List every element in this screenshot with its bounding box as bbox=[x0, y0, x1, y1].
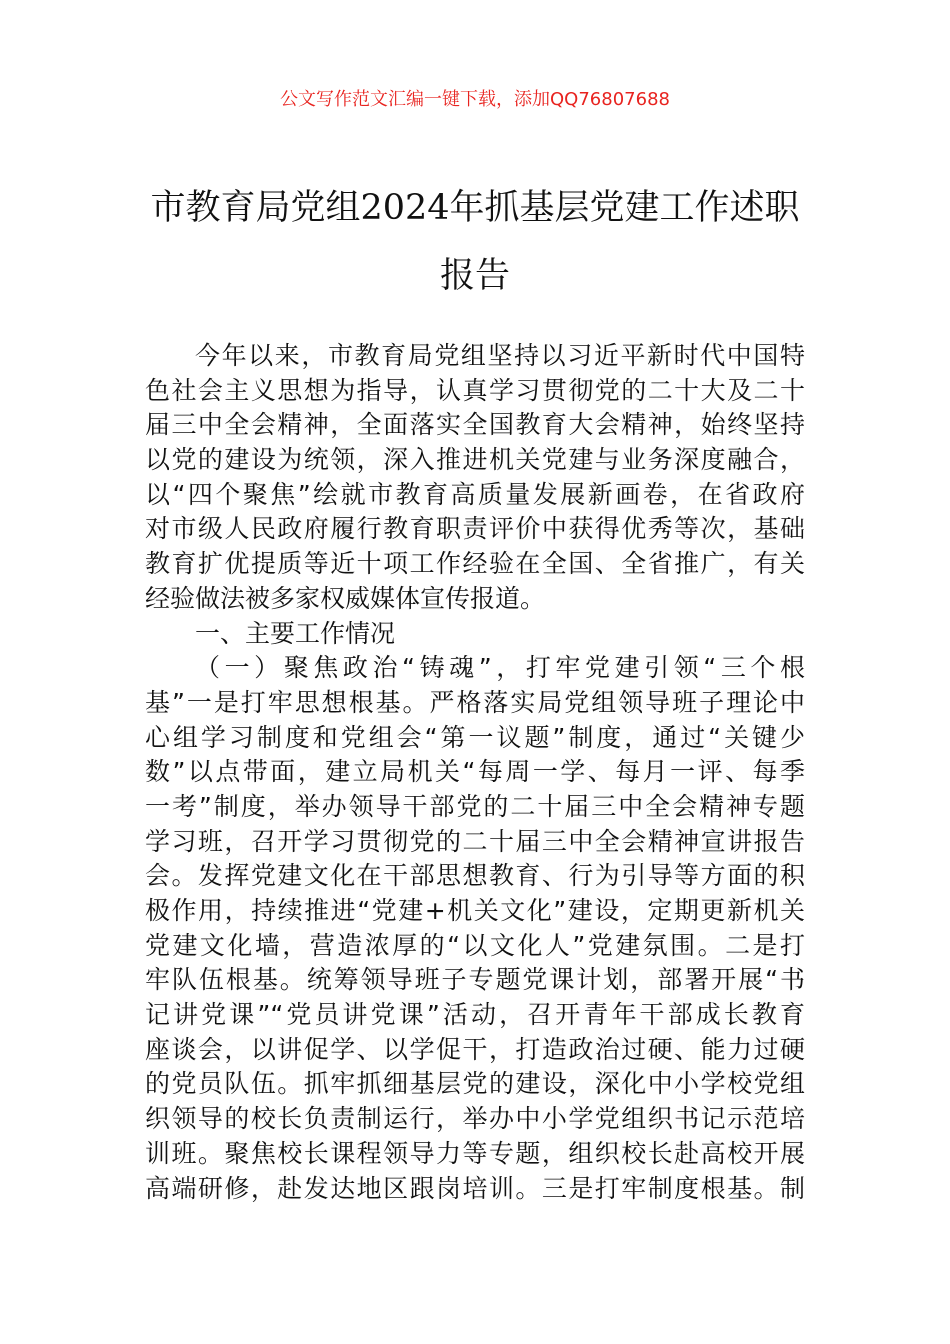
paragraph-line: 心组学习制度和党组会“第一议题”制度，通过“关键少 bbox=[145, 722, 805, 752]
paragraph-line: 党建文化墙，营造浓厚的“以文化人”党建氛围。二是打 bbox=[145, 930, 805, 960]
paragraph-line: 对市级人民政府履行教育职责评价中获得优秀等次，基础 bbox=[145, 514, 805, 544]
paragraph-line: 织领导的校长负责制运行，举办中小学党组织书记示范培 bbox=[145, 1104, 805, 1134]
paragraph-line: 座谈会，以讲促学、以学促干，打造政治过硬、能力过硬 bbox=[145, 1034, 805, 1064]
paragraph-line: 极作用，持续推进“党建+机关文化”建设，定期更新机关 bbox=[145, 896, 805, 925]
paragraph-line: 届三中全会精神，全面落实全国教育大会精神，始终坚持 bbox=[145, 410, 805, 440]
section-heading: 一、主要工作情况 bbox=[195, 618, 396, 648]
paragraph-line: 今年以来，市教育局党组坚持以习近平新时代中国特 bbox=[195, 341, 805, 370]
paragraph-line: 高端研修，赴发达地区跟岗培训。三是打牢制度根基。制 bbox=[145, 1173, 805, 1203]
watermark-header: 公文写作范文汇编一键下载，添加QQ76807688 bbox=[280, 89, 670, 110]
subsection-heading: （一）聚焦政治“铸魂”，打牢党建引领“三个根 bbox=[195, 653, 805, 683]
paragraph-line: 以党的建设为统领，深入推进机关党建与业务深度融合， bbox=[145, 445, 805, 475]
paragraph-line: 的党员队伍。抓牢抓细基层党的建设，深化中小学校党组 bbox=[145, 1069, 805, 1099]
paragraph-line: 训班。聚焦校长课程领导力等专题，组织校长赴高校开展 bbox=[145, 1138, 805, 1168]
paragraph-line: 以“四个聚焦”绘就市教育高质量发展新画卷，在省政府 bbox=[145, 479, 805, 509]
document-title-line-1: 市教育局党组2024年抓基层党建工作述职 bbox=[150, 188, 800, 228]
document-body bbox=[145, 339, 805, 1206]
paragraph-line: 色社会主义思想为指导，认真学习贯彻党的二十大及二十 bbox=[145, 375, 805, 405]
paragraph-line: 教育扩优提质等近十项工作经验在全国、全省推广，有关 bbox=[145, 549, 805, 579]
paragraph-line: 数”以点带面，建立局机关“每周一学、每月一评、每季 bbox=[145, 757, 805, 787]
paragraph-line: 会。发挥党建文化在干部思想教育、行为引导等方面的积 bbox=[145, 861, 805, 891]
paragraph-line: 牢队伍根基。统筹领导班子专题党课计划，部署开展“书 bbox=[145, 965, 805, 995]
document-title-line-2: 报告 bbox=[439, 256, 510, 296]
paragraph-line: 经验做法被多家权威媒体宣传报道。 bbox=[145, 583, 546, 613]
paragraph-line: 基”一是打牢思想根基。严格落实局党组领导班子理论中 bbox=[145, 687, 805, 717]
paragraph-line: 记讲党课”“党员讲党课”活动，召开青年干部成长教育 bbox=[145, 1000, 805, 1030]
paragraph-line: 学习班，召开学习贯彻党的二十届三中全会精神宣讲报告 bbox=[145, 826, 805, 856]
paragraph-line: 一考”制度，举办领导干部党的二十届三中全会精神专题 bbox=[145, 791, 805, 821]
